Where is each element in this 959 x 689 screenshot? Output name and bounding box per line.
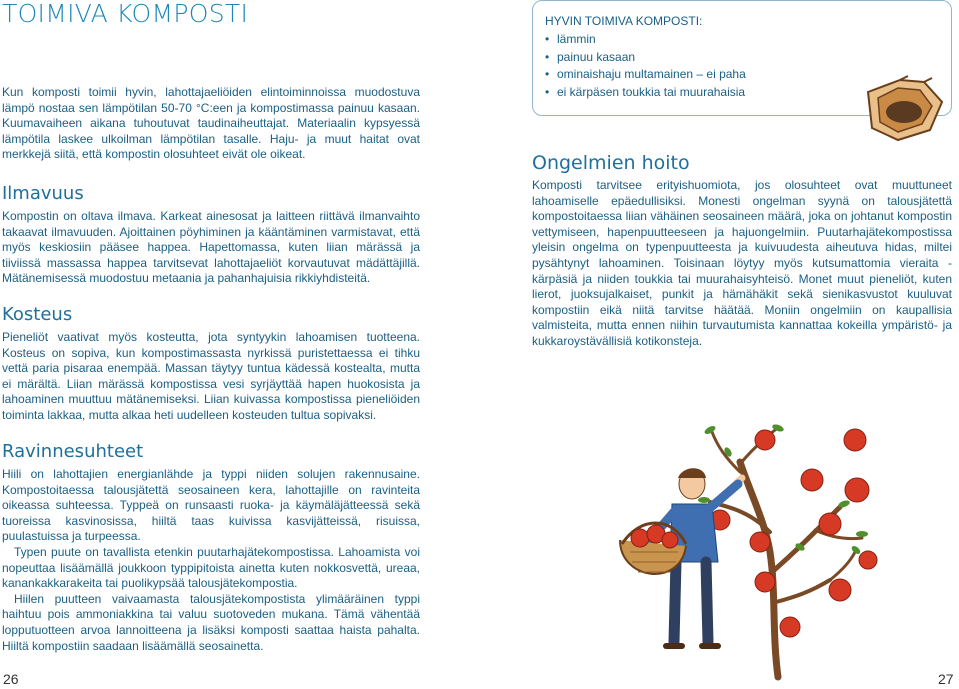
intro-paragraph: Kun komposti toimii hyvin, lahottajaeliöiden elintoiminnoissa muodostuva lämpö nostaa sen lämpötilan 50-70 °C:een ja kompostimassa painuu kasaan. Kuumavaiheen aikana tuhoutuvat taudinaiheuttajat. Materiaalin kypsyessä lämpötila laskee ulkoilman lämpötilan tasalle. Haju- ja muut haitat ovat merkkejä siitä, että kompostin olosuhteet eivät ole oikeat. bbox=[2, 85, 420, 162]
list-item: • ominaishaju multamainen – ei paha bbox=[545, 67, 746, 81]
summary-box-title: HYVIN TOIMIVA KOMPOSTI: bbox=[545, 14, 703, 28]
list-item: • painuu kasaan bbox=[545, 49, 636, 64]
nutrients-paragraph-3: Hiilen puutteen vaivaamasta talousjätekompostista ylimääräinen typpi haihtuu pois ammoniakkina tai valuu suotoveden mukana. Tämä vähentää lopputuotteen arvoa lannoitteena ja lisäksi komposti saattaa haista pahalta. Hiiltä kompostiin saadaan lisäämällä seosainetta. bbox=[2, 591, 420, 653]
page-title: TOIMIVA KOMPOSTI bbox=[2, 0, 249, 28]
apple-tree-illustration bbox=[600, 412, 890, 682]
nutrients-paragraph-1: Hiili on lahottajien energianlähde ja typpi niiden solujen rakennusaine. Kompostoitaessa talousjätettä seosaineen kera, lahottajille on ravinteita oikeassa suhteessa. Typpeä on runsaasti ruoka- ja käymäläjätteessä sekä tuoreissa kasvinosissa, hiiltä taas kuivissa kasvijätteissä, risuissa, puulastuissa ja turpeessa. bbox=[2, 467, 420, 544]
list-item: • ei kärpäsen toukkia tai muurahaisia bbox=[545, 84, 746, 99]
page-number-left: 26 bbox=[3, 671, 19, 687]
section-heading-air: Ilmavuus bbox=[2, 183, 84, 204]
section-body-nutrients bbox=[2, 467, 420, 654]
nutrients-paragraph-2: Typen puute on tavallista etenkin puutarhajätekompostissa. Lahoamista voi nopeuttaa lisäämällä joukkoon typpipitoista ainetta kuten nokkosvettä, ureaa, kanankakkarakeita tai puolikypsää talousjätekompostia. bbox=[2, 544, 420, 591]
section-heading-problems: Ongelmien hoito bbox=[532, 152, 690, 174]
bag-illustration bbox=[858, 74, 948, 144]
section-text-moisture: Pieneliöt vaativat myös kosteutta, jota syntyykin lahoamisen tuotteena. Kosteus on sopiva, kun kompostimassasta nyrkissä puristettaessa ei tihku vettä paria pisaraa enempää. Massan täytyy tuntua kädessä kostealta, mutta ei märältä. Liian märässä kompostissa vesi syrjäyttää hapen huokosista ja lahoaminen muuttuu mätänemiseksi. Liian kuivassa kompostissa pieneliöiden toiminta lakkaa, mutta alkaa heti uudelleen kosteuden tultua sopivaksi. bbox=[2, 330, 420, 422]
page-number-right: 27 bbox=[938, 671, 954, 687]
section-heading-nutrients: Ravinnesuhteet bbox=[2, 441, 144, 462]
section-text-air: Kompostin on oltava ilmava. Karkeat ainesosat ja laitteen riittävä ilmanvaihto takaavat ilmavuuden. Ajoittainen pöyhiminen ja kääntäminen varmistavat, että myös keskiosiin pääsee happea. Hapettomassa, kuten liian märässä ja tiiviissä massassa happea tarvitsevat lahottajaeliöt korvautuvat mädättäjillä. Mätänemisessä muodostuu metaania ja pahanhajuisia rikkiyhdisteitä. bbox=[2, 209, 420, 286]
section-text-problems: Komposti tarvitsee erityishuomiota, jos olosuhteet ovat muuttuneet lahoamiselle epäedullisiksi. Monesti ongelman syynä on talousjätettä kompostoitaessa liian vähäinen seosaineen määrä, joka on johtanut kompostin vettymiseen, hapenpuutteeseen ja hajuongelmiin. Puutarhajätekompostissa yleisin ongelma on typenpuutteesta ja kuivuudesta aiheutuva hidas, miltei pysähtynyt lahoaminen. Toisinaan löytyy myös kutsumattomia vieraita - kärpäsiä ja niiden toukkia tai muurahaisyhteisö. Monet muut pieneliöt, kuten lierot, juoksujalkaiset, punkit ja hämähäkit sekä sienikasvustot kuuluvat kompostiin eikä niitä tarvitse häätää. Moniin ongelmiin on kaupallisia valmisteita, mutta ennen niihin turvautumista kannattaa kokeilla ympäristö- ja kukkaroystävällisiä kotikonsteja. bbox=[532, 178, 952, 348]
list-item: • lämmin bbox=[545, 32, 596, 46]
section-heading-moisture: Kosteus bbox=[2, 304, 73, 325]
